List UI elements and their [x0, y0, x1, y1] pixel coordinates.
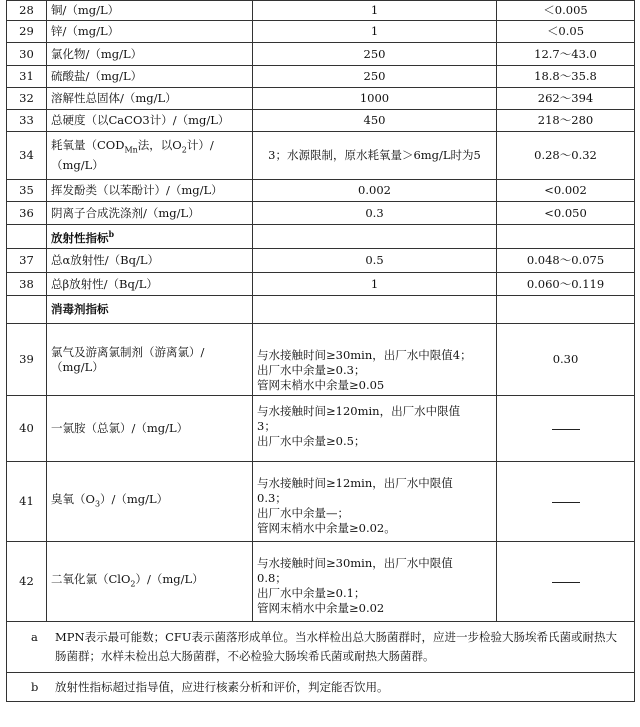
footnote-a-row: [7, 622, 635, 673]
limit-value: 1000: [253, 88, 497, 110]
measured-range: 18.8～35.8: [497, 66, 635, 88]
limit-value: 0.3: [253, 202, 497, 225]
indicator-name: 硫酸盐/（mg/L）: [47, 66, 253, 88]
row-number: 34: [7, 132, 47, 180]
section-disinfectant: [7, 296, 635, 324]
row-40: [7, 396, 635, 462]
limit-value: 450: [253, 110, 497, 132]
measured-range: ＜0.05: [497, 21, 635, 43]
indicator-name: 阴离子合成洗涤剂/（mg/L）: [47, 202, 253, 225]
indicator-name: 氯气及游离氯制剂（游离氯）/（mg/L）: [47, 324, 253, 396]
row-37: [7, 249, 635, 273]
measured-range: 218～280: [497, 110, 635, 132]
row-38: [7, 273, 635, 296]
row-number: 41: [7, 462, 47, 542]
row-32: [7, 88, 635, 110]
row-number: 29: [7, 21, 47, 43]
measured-range: 12.7～43.0: [497, 43, 635, 66]
limit-value: 250: [253, 66, 497, 88]
limit-value: 与水接触时间≥30min，出厂水中限值4； 出厂水中余量≥0.3； 管网末梢水中余量≥0.05: [253, 324, 497, 396]
row-39: [7, 324, 635, 396]
row-number: 40: [7, 396, 47, 462]
limit-value: 0.002: [253, 180, 497, 202]
row-34: [7, 132, 635, 180]
indicator-name: 臭氧$(O_3)/(mg/L)$: [47, 462, 253, 542]
water-quality-table: [6, 0, 635, 702]
row-number: 36: [7, 202, 47, 225]
dash-mark: [552, 502, 580, 503]
indicator-name: 总硬度（以CaCO3计）/（mg/L）: [47, 110, 253, 132]
limit-value: 1: [253, 1, 497, 21]
indicator-name: 一氯胺（总氯）/（mg/L）: [47, 396, 253, 462]
measured-range: 0.048～0.075: [497, 249, 635, 273]
footnote-a: a MPN表示最可能数；CFU表示菌落形成单位。当水样检出总大肠菌群时，应进一步检验大肠埃希氏菌或耐热大肠菌群；水样未检出总大肠菌群，不必检验大肠埃希氏菌或耐热大肠菌群。: [7, 622, 635, 673]
indicator-name: 氯化物/（mg/L）: [47, 43, 253, 66]
measured-range: [497, 542, 635, 622]
measured-range: [497, 396, 635, 462]
limit-value: 3；水源限制，原水耗氧量＞6mg/L时为5: [253, 132, 497, 180]
dash-mark: [552, 582, 580, 583]
indicator-name: 总α放射性/（Bq/L）: [47, 249, 253, 273]
measured-range: 0.28～0.32: [497, 132, 635, 180]
indicator-name: 二氧化氯（ClO$_2$）/（mg/L）: [47, 542, 253, 622]
row-number: 28: [7, 1, 47, 21]
indicator-name: 锌/（mg/L）: [47, 21, 253, 43]
row-29: [7, 21, 635, 43]
indicator-name: 溶解性总固体/（mg/L）: [47, 88, 253, 110]
row-31: [7, 66, 635, 88]
row-number: 42: [7, 542, 47, 622]
row-33: [7, 110, 635, 132]
measured-range: ＜0.005: [497, 1, 635, 21]
measured-range: 0.30: [497, 324, 635, 396]
limit-value: 与水接触时间≥30min，出厂水中限值 0.8； 出厂水中余量≥0.1； 管网末梢水中余量≥0.02: [253, 542, 497, 622]
indicator-name: 挥发酚类（以苯酚计）/（mg/L）: [47, 180, 253, 202]
limit-value: 0.5: [253, 249, 497, 273]
row-28: [7, 1, 635, 21]
row-number: 37: [7, 249, 47, 273]
dash-mark: [552, 429, 580, 430]
section-radioactivity: [7, 225, 635, 249]
row-41: [7, 462, 635, 542]
row-number: 31: [7, 66, 47, 88]
measured-range: <0.050: [497, 202, 635, 225]
limit-value: 1: [253, 273, 497, 296]
row-number: 39: [7, 324, 47, 396]
row-number: 30: [7, 43, 47, 66]
section-title: 消毒剂指标: [47, 296, 253, 324]
row-number: 38: [7, 273, 47, 296]
limit-value: 1: [253, 21, 497, 43]
row-number: 33: [7, 110, 47, 132]
row-30: [7, 43, 635, 66]
section-title: 放射性指标$^b$: [47, 225, 253, 249]
limit-value: 与水接触时间≥120min，出厂水中限值 3； 出厂水中余量≥0.5；: [253, 396, 497, 462]
indicator-name: 铜/（mg/L）: [47, 1, 253, 21]
measured-range: [497, 462, 635, 542]
row-number: 32: [7, 88, 47, 110]
measured-range: 0.060～0.119: [497, 273, 635, 296]
row-35: [7, 180, 635, 202]
indicator-name: 耗氧量（$COD_{Mn}$法，以$O_2$计）/（mg/L）: [47, 132, 253, 180]
footnote-b: b 放射性指标超过指导值，应进行核素分析和评价，判定能否饮用。: [7, 673, 635, 702]
limit-value: 250: [253, 43, 497, 66]
standards-table-document: [6, 0, 634, 702]
row-42: [7, 542, 635, 622]
measured-range: 262～394: [497, 88, 635, 110]
measured-range: <0.002: [497, 180, 635, 202]
footnote-b-row: [7, 673, 635, 702]
limit-value: 与水接触时间≥12min，出厂水中限值 0.3； 出厂水中余量—； 管网末梢水中余量≥0.02。: [253, 462, 497, 542]
indicator-name: 总β放射性/（Bq/L）: [47, 273, 253, 296]
row-36: [7, 202, 635, 225]
row-number: 35: [7, 180, 47, 202]
